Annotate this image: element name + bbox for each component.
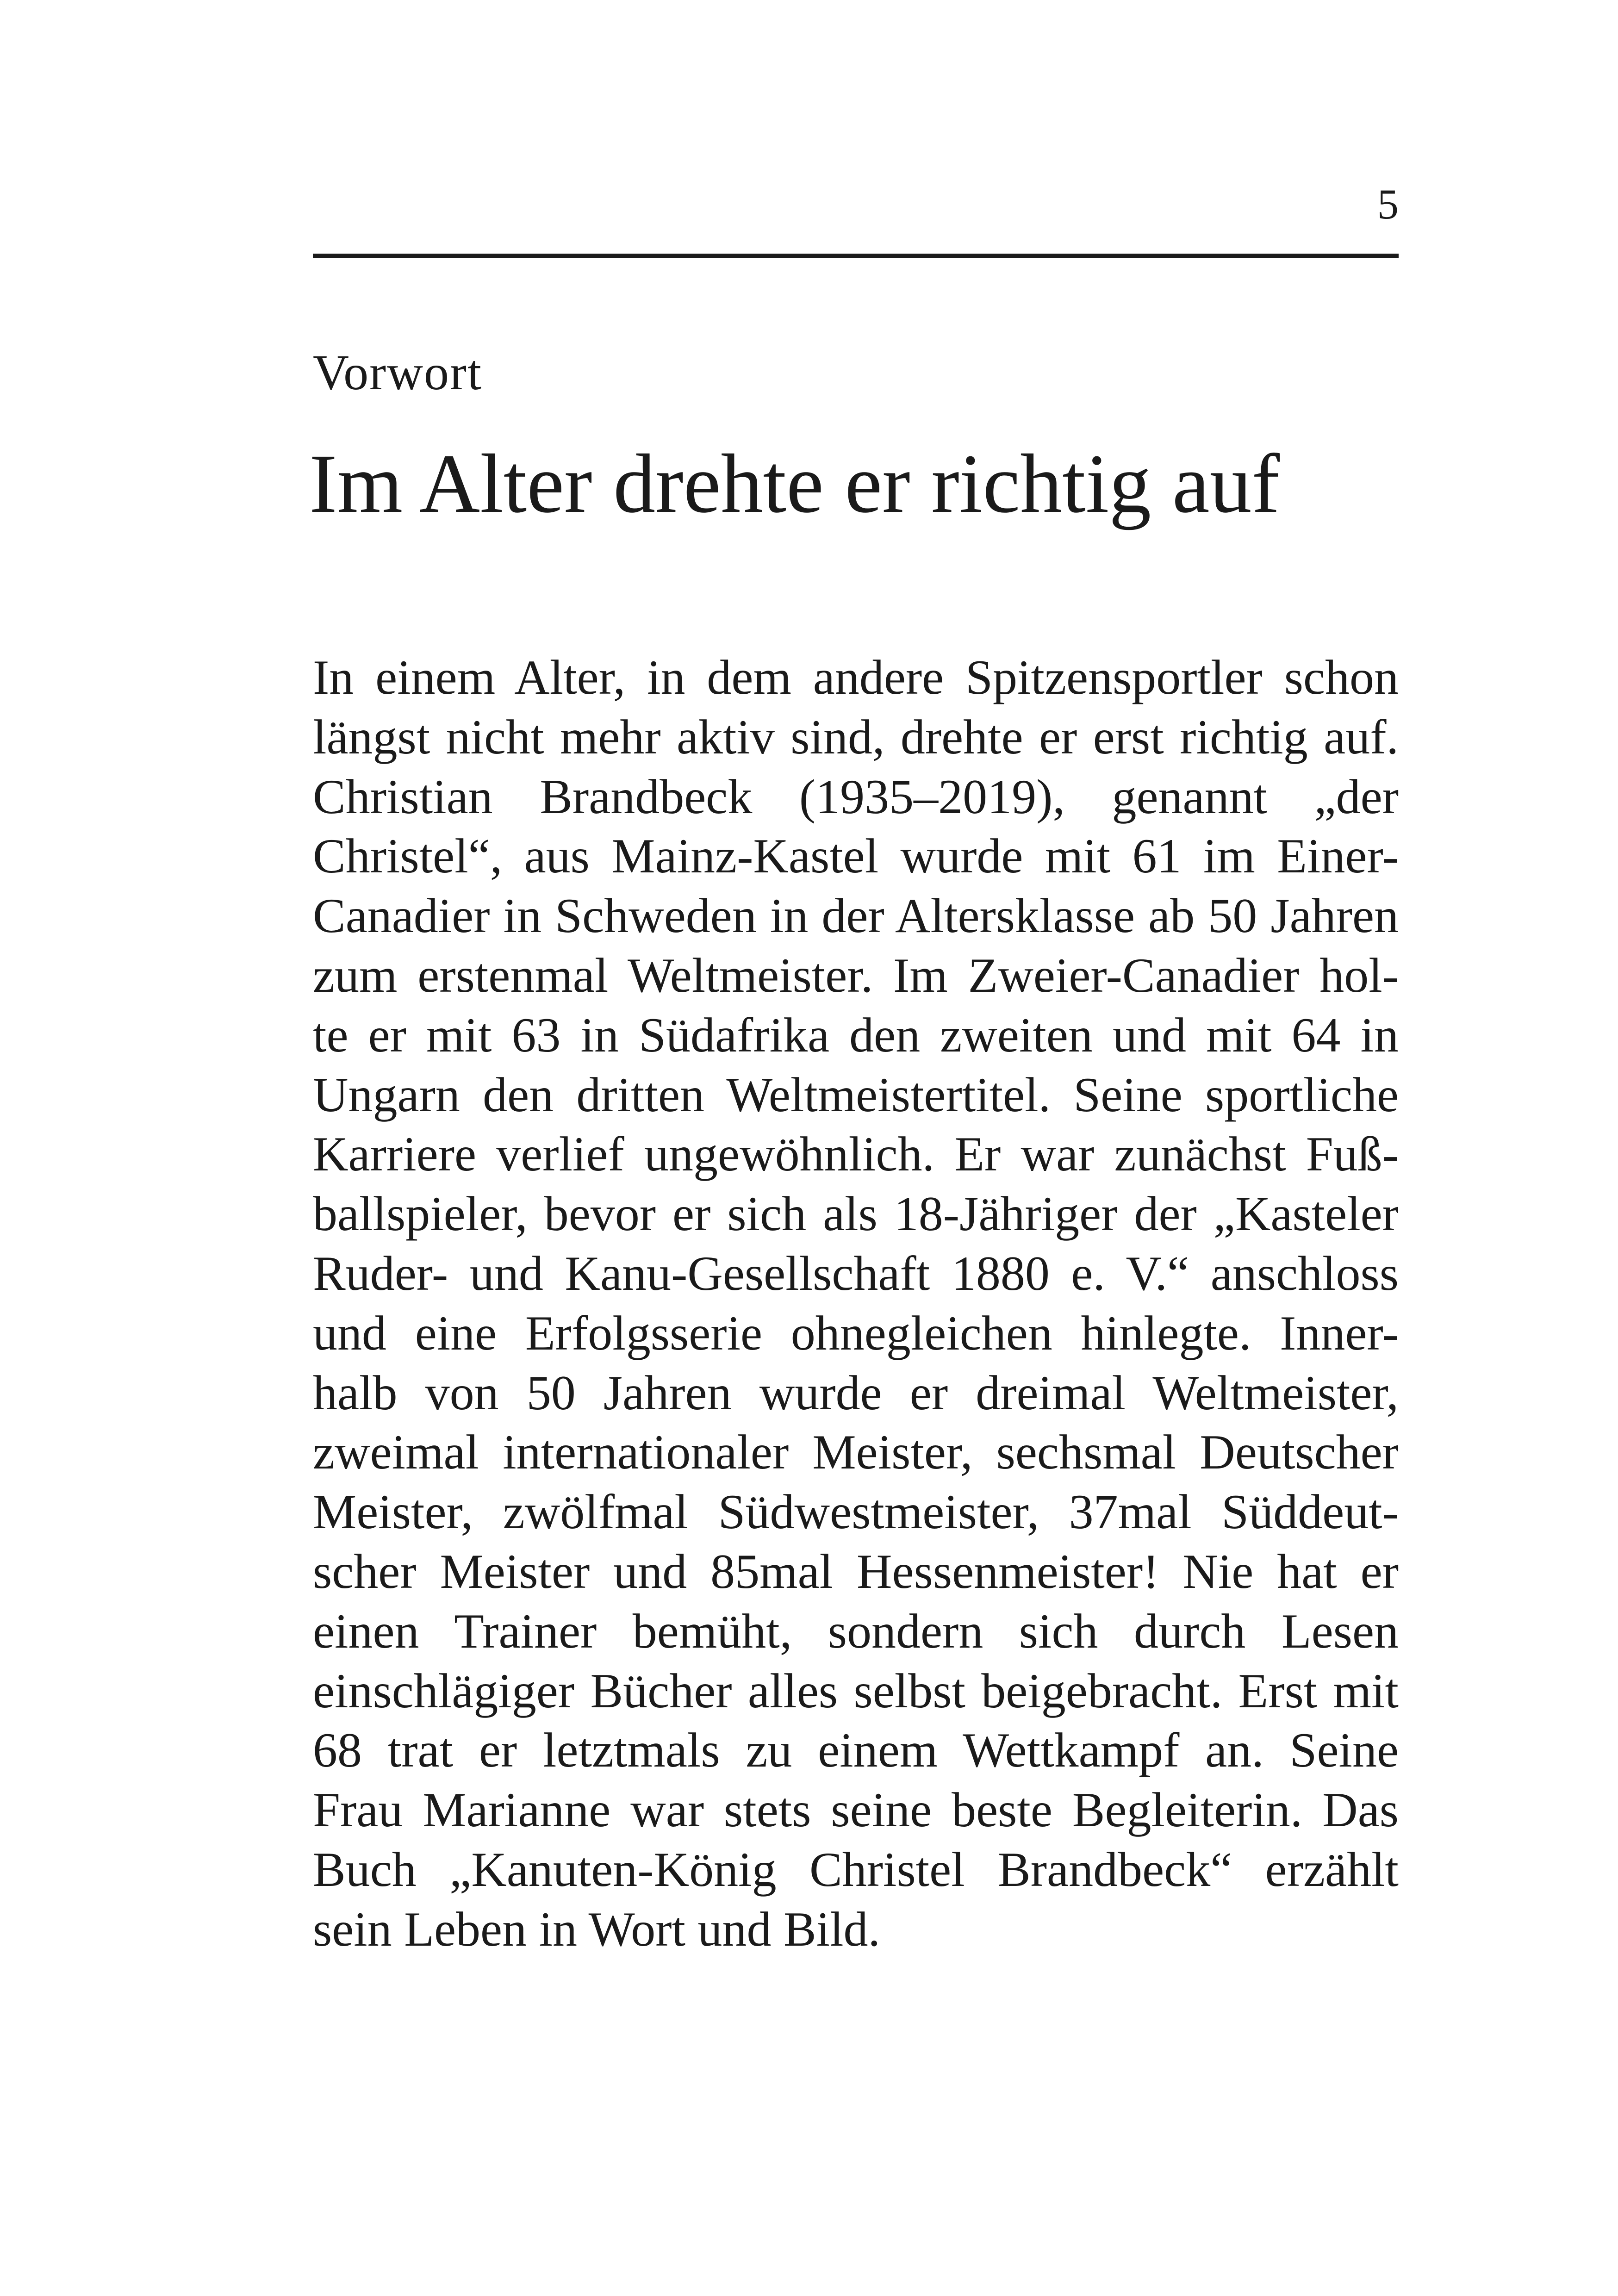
body-text: [313, 648, 1399, 1960]
body-line: te er mit 63 in Südafrika den zweiten und mit 64 in: [313, 1008, 1399, 1062]
body-line: sein Leben in Wort und Bild.: [313, 1902, 881, 1956]
body-line: 68 trat er letztmals zu einem Wettkampf an. Seine: [313, 1723, 1399, 1778]
body-line: und eine Erfolgsserie ohnegleichen hinlegte. Inner-: [313, 1306, 1399, 1360]
body-line: längst nicht mehr aktiv sind, drehte er erst richtig auf.: [313, 709, 1399, 764]
chapter-title: Im Alter drehte er richtig auf: [309, 437, 1280, 530]
body-line: scher Meister und 85mal Hessenmeister! Nie hat er: [313, 1544, 1399, 1599]
body-line: zum erstenmal Weltmeister. Im Zweier-Canadier hol-: [313, 948, 1399, 1002]
body-line: Buch „Kanuten-König Christel Brandbeck“ erzählt: [313, 1842, 1399, 1897]
body-line: ballspieler, bevor er sich als 18-Jähriger der „Kasteler: [313, 1187, 1399, 1241]
body-line: Frau Marianne war stets seine beste Begleiterin. Das: [313, 1783, 1399, 1837]
body-line: zweimal internationaler Meister, sechsmal Deutscher: [313, 1425, 1399, 1480]
body-line: Christel“, aus Mainz-Kastel wurde mit 61 im Einer-: [313, 829, 1399, 884]
header-rule: [313, 254, 1399, 258]
body-line: Christian Brandbeck (1935–2019), genannt „der: [313, 769, 1399, 824]
body-line: einen Trainer bemüht, sondern sich durch Lesen: [313, 1604, 1399, 1658]
section-label: Vorwort: [313, 345, 483, 400]
body-line: halb von 50 Jahren wurde er dreimal Weltmeister,: [313, 1365, 1399, 1420]
page-number: 5: [1377, 180, 1399, 228]
body-line: Ungarn den dritten Weltmeistertitel. Seine sportliche: [313, 1067, 1399, 1122]
body-line: Meister, zwölfmal Südwestmeister, 37mal Süddeut-: [313, 1485, 1399, 1539]
body-line: Karriere verlief ungewöhnlich. Er war zunächst Fuß-: [313, 1127, 1399, 1182]
body-line: In einem Alter, in dem andere Spitzensportler schon: [313, 650, 1399, 704]
body-line: Canadier in Schweden in der Altersklasse ab 50 Jahren: [313, 889, 1399, 943]
body-line: einschlägiger Bücher alles selbst beigebracht. Erst mit: [313, 1663, 1399, 1718]
body-line: Ruder- und Kanu-Gesellschaft 1880 e. V.“ anschloss: [313, 1246, 1399, 1300]
